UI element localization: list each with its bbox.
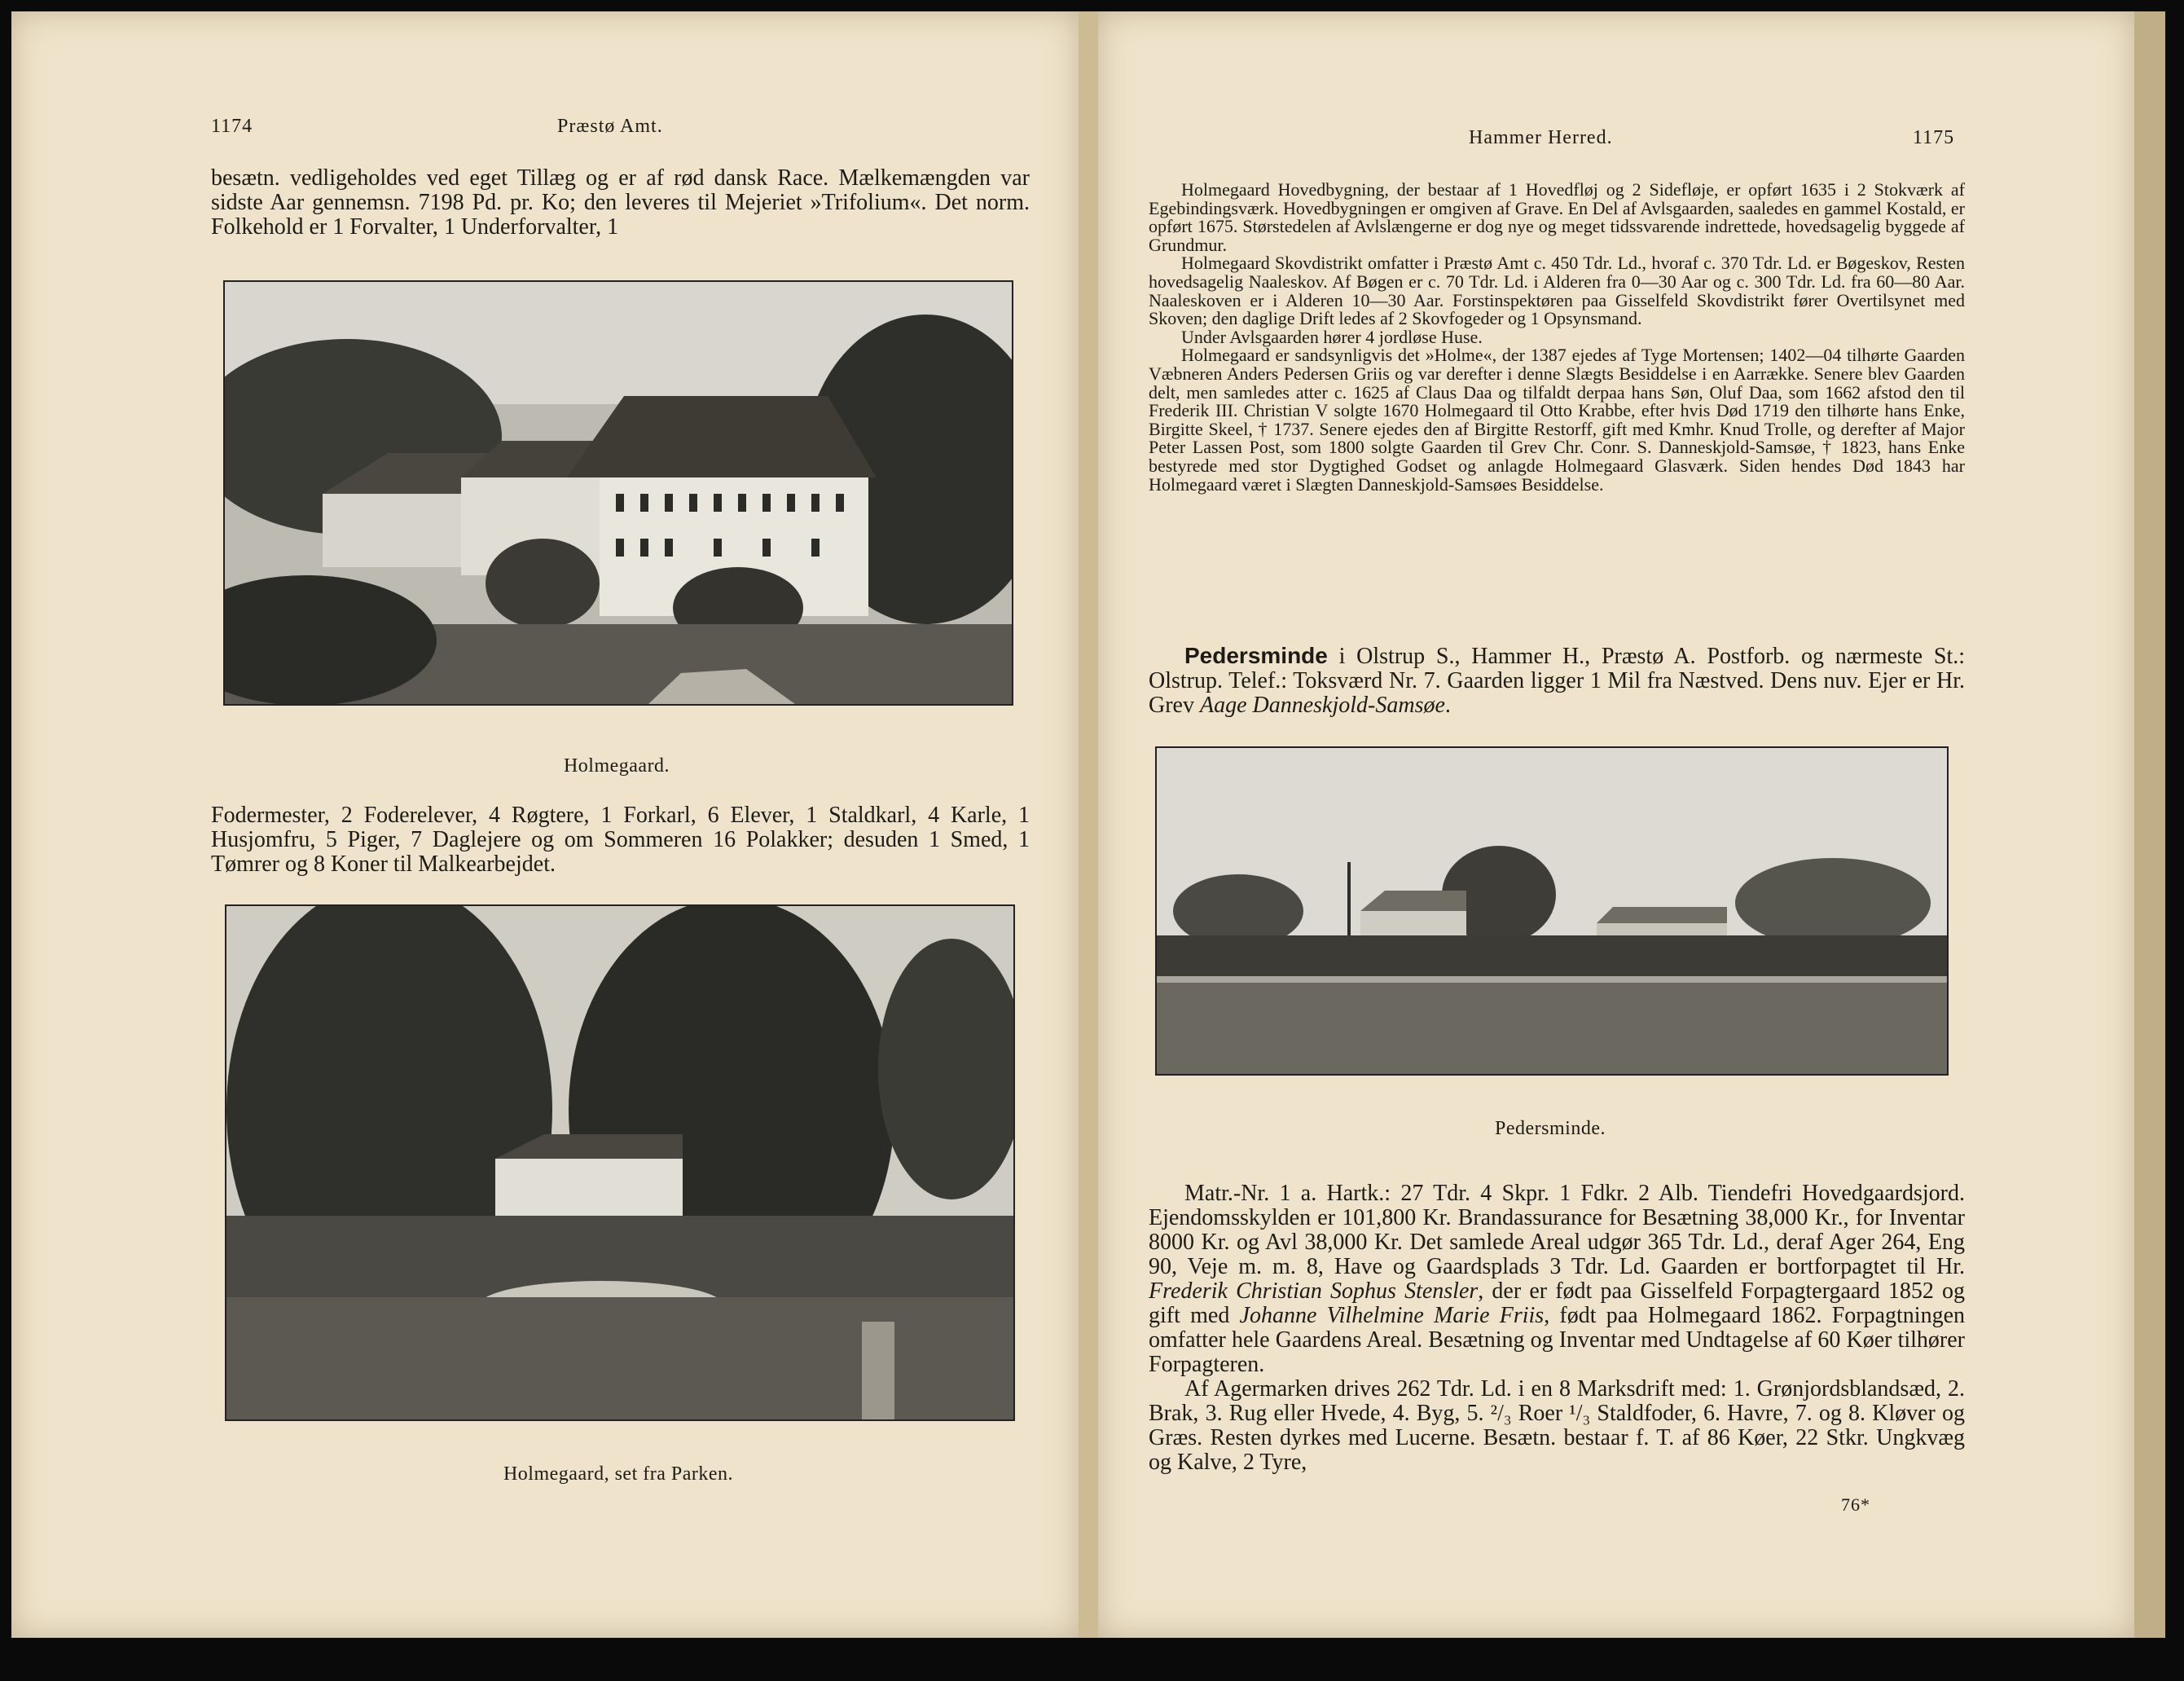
entry-name: Pedersminde [1184, 643, 1328, 668]
wife-name: Johanne Vilhelmine Marie Friis [1239, 1303, 1545, 1328]
small-paragraph: Holmegaard Hovedbygning, der bestaar af 1 Hovedfløj og 2 Sidefløje, er opført 1635 i 2 Stokværk af Egebindingsværk. Hovedbygningen er omgiven af Grave. En Del af Avlsgaarden, saaledes en gammel Kostald, er opført 1675. Størstedelen af Avlslængerne er dog nye og meget tidssvarende indrettede, hovedsagelig byggede af Grundmur. [1149, 179, 1965, 255]
manor-house-image [225, 282, 1012, 704]
small-paragraph: Under Avlsgaarden hører 4 jordløse Huse. [1181, 326, 1483, 347]
paragraph-middle: Fodermester, 2 Foderelever, 4 Røgtere, 1 Forkarl, 6 Elever, 1 Staldkarl, 4 Karle, 1 Husjomfru, 5 Piger, 7 Daglejere og om Sommeren 16 Polakker; desuden 1 Smed, 1 Tømrer og 8 Koner til Malkearbejdet. [211, 803, 1030, 877]
signature-mark: 76* [1841, 1494, 1870, 1515]
photo-pedersminde [1155, 746, 1949, 1076]
photo-caption: Pedersminde. [1495, 1118, 1606, 1139]
running-head-left: Præstø Amt. [557, 116, 663, 137]
details-paragraph-2: Af Agermarken drives 262 Tdr. Ld. i en 8 Marksdrift med: 1. Grønjordsblandsæd, 2. Brak, 3. Rug eller Hvede, 4. Byg, 5. ²/₃ Roer ¹/₃ Staldfoder, 6. Havre, 7. og 8. Kløver og Græs. Resten dyrkes med Lucerne. Besætn. bestaar f. T. af 86 Køer, 22 Stkr. Ungkvæg og Kalve, 2 Tyre, [1149, 1376, 1965, 1475]
pedersminde-entry: Pedersminde i Olstrup S., Hammer H., Præstø A. Postforb. og nærmeste St.: Olstrup. Telef.: Toksværd Nr. 7. Gaarden ligger 1 Mil fra Næstved. Dens nuv. Ejer er Hr. Grev Aage Danneskjold-Samsøe. [1149, 643, 1965, 718]
entry-text: i Olstrup S., Hammer H., Præstø A. Postforb. og nærmeste St.: Olstrup. Telef.: Toksværd Nr. 7. Gaarden ligger 1 Mil fra Næstved. Dens nuv. Ejer er Hr. Grev [1149, 644, 1965, 718]
photo1-caption: Holmegaard. [563, 755, 670, 777]
photo-holmegaard [223, 280, 1013, 706]
tenant-name: Frederik Christian Sophus Stensler [1149, 1278, 1479, 1304]
page-number-left: 1174 [211, 116, 253, 137]
small-paragraph: Holmegaard Skovdistrikt omfatter i Præstø Amt c. 450 Tdr. Ld., hvoraf c. 370 Tdr. Ld. er Bøgeskov, Resten hovedsagelig Naaleskov. Af Bøgen er c. 70 Tdr. Ld. i Alderen fra 0—30 Aar og c. 300 Tdr. Ld. fra 60—80 Aar. Naaleskoven er i Alderen 10—30 Aar. Forstinspektøren paa Gisselfeld Skovdistrikt fører Overtilsynet med Skoven; den daglige Drift ledes af 2 Skovfogeder og 1 Opsynsmand. [1149, 253, 1965, 329]
holmegaard-description [1149, 181, 1965, 494]
running-head-right: Hammer Herred. [1469, 127, 1613, 148]
right-page [1098, 11, 2165, 1638]
pedersminde-details [1149, 1182, 1965, 1475]
details-paragraph-1: Matr.-Nr. 1 a. Hartk.: 27 Tdr. 4 Skpr. 1 Fdkr. 2 Alb. Tiendefri Hovedgaardsjord. Ejendomsskylden er 101,800 Kr. Brandassurance for Besætning 38,000 Kr., for Inventar 8000 Kr. og Avl 38,000 Kr. Det samlede Areal udgør 365 Tdr. Ld., deraf Ager 264, Eng 90, Veje m. m. 8, Have og Gaardsplads 3 Tdr. Ld. Gaarden er bortforpagtet til Hr. Frederik Christian Sophus Stensler, der er født paa Gisselfeld Forpagtergaard 1852 og gift med Johanne Vilhelmine Marie Friis, født paa Holmegaard 1862. Forpagtningen omfatter hele Gaardens Areal. Besætning og Inventar med Undtagelse af 60 Køer tilhører Forpagteren. [1149, 1181, 1965, 1377]
park-view-image [226, 906, 1013, 1419]
photo-holmegaard-park [225, 904, 1015, 1421]
page-number-right: 1175 [1913, 127, 1955, 148]
photo2-caption: Holmegaard, set fra Parken. [503, 1463, 734, 1485]
left-page [11, 11, 1101, 1638]
small-paragraph: Holmegaard er sandsynligvis det »Holme«, der 1387 ejedes af Tyge Mortensen; 1402—04 tilhørte Gaarden Væbneren Anders Pedersen Griis og var derefter i denne Slægts Besiddelse i en Aarrække. Senere blev Gaarden delt, men samledes atter c. 1625 af Claus Daa og tilfaldt derpaa hans Søn, Oluf Daa, som 1662 afstod den til Frederik III. Christian V solgte 1670 Holmegaard til Otto Krabbe, efter hvis Død 1719 den tilhørte hans Enke, Birgitte Skeel, † 1737. Senere ejedes den af Birgitte Restorff, gift med Kmhr. Knud Trolle, og derefter af Major Peter Lassen Post, som 1800 solgte Gaarden til Grev Chr. Conr. S. Danneskjold-Samsøe, † 1823, hans Enke bestyrede med stor Dygtighed Godset og anlagde Holmegaard Glasværk. Siden hendes Død 1843 har Holmegaard været i Slægten Danneskjold-Samsøes Besiddelse. [1149, 345, 1965, 495]
paragraph-top: besætn. vedligeholdes ved eget Tillæg og er af rød dansk Race. Mælkemængden var sidste Aar gennemsn. 7198 Pd. pr. Ko; den leveres til Mejeriet »Trifolium«. Det norm. Folkehold er 1 Forvalter, 1 Underforvalter, 1 [211, 165, 1030, 240]
farm-image [1157, 748, 1947, 1074]
entry-owner: Aage Danneskjold-Samsøe [1199, 693, 1445, 718]
